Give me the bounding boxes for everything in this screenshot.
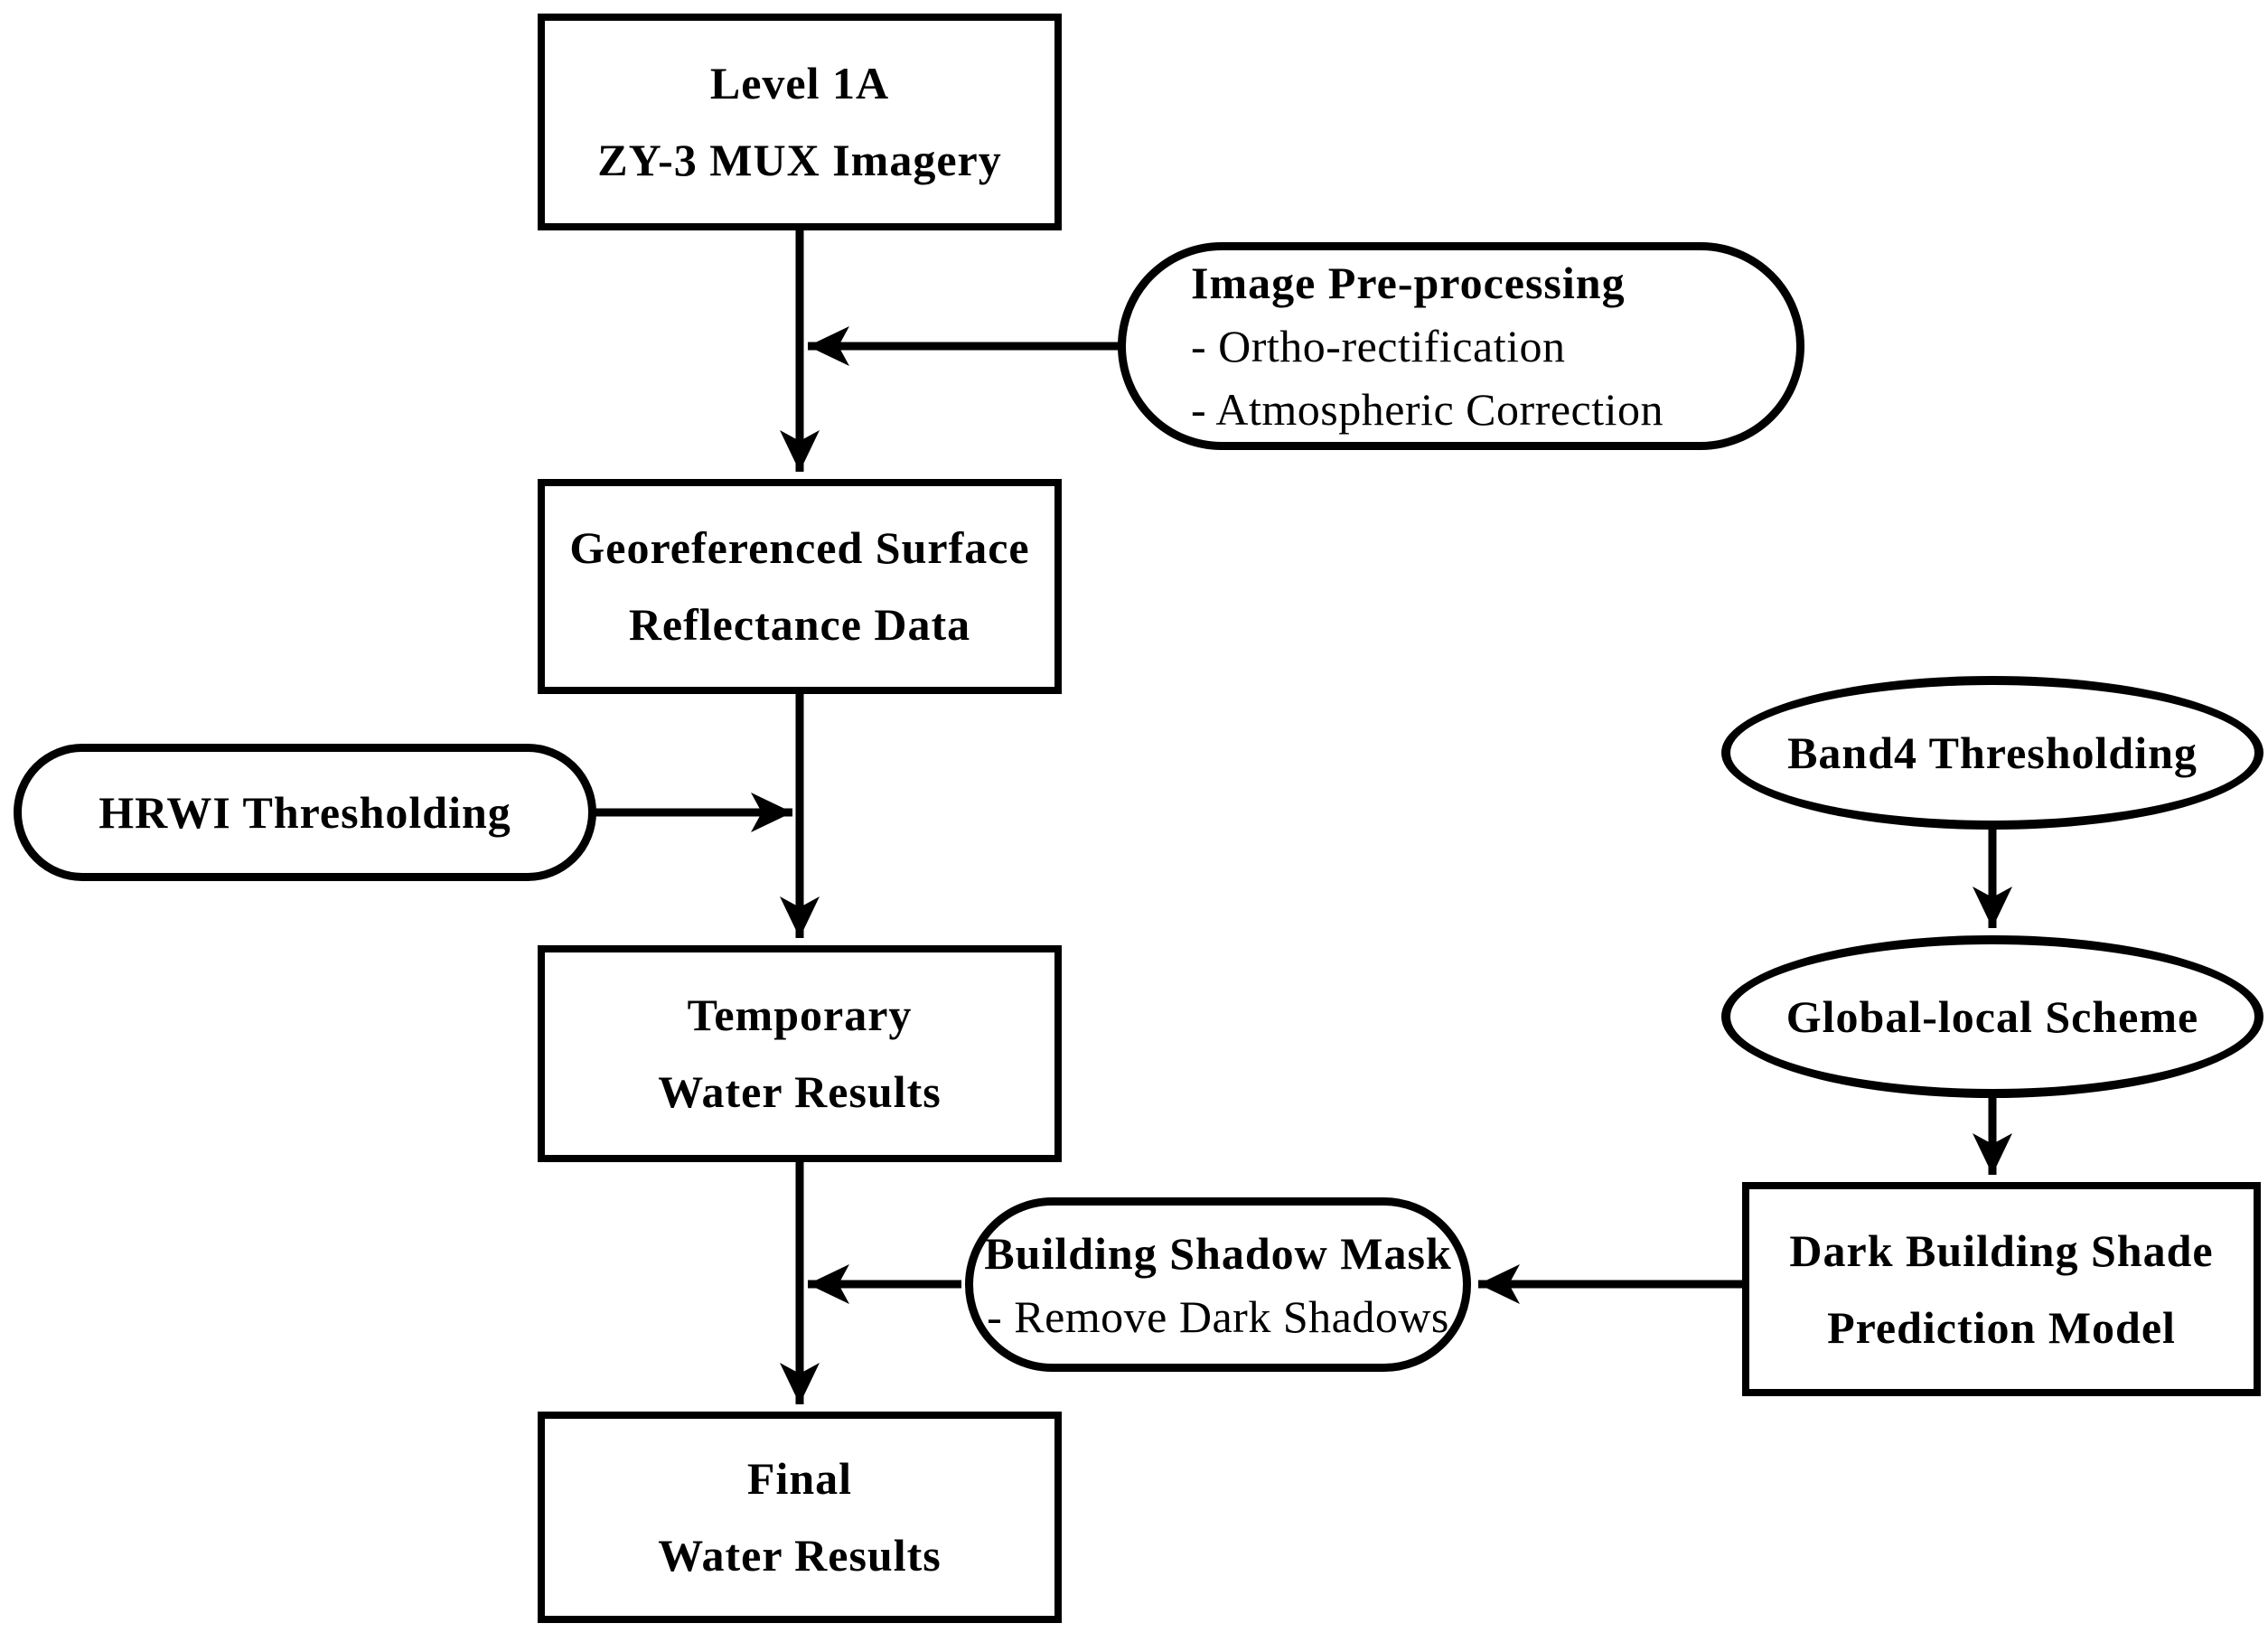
node-global-local-scheme [1721, 935, 2263, 1098]
node-list-item: - Atmospheric Correction [1191, 384, 1664, 435]
node-georeferenced-surface-reflectance [538, 479, 1062, 694]
node-text-line: HRWI Thresholding [98, 786, 511, 838]
node-level-1a-zy3-mux-imagery [538, 14, 1062, 230]
node-temporary-water-results [538, 945, 1062, 1162]
node-image-preprocessing [1118, 242, 1804, 450]
node-final-water-results [538, 1412, 1062, 1623]
node-title: Image Pre-processing [1191, 258, 1626, 308]
node-dark-building-shade-prediction-model [1742, 1182, 2261, 1396]
node-text-line: Prediction Model [1827, 1301, 2176, 1353]
node-text-line: Global-local Scheme [1785, 990, 2199, 1042]
node-text-line: Reflectance Data [628, 599, 971, 650]
node-band4-thresholding [1721, 676, 2263, 830]
node-text-line: Water Results [658, 1066, 942, 1117]
node-hrwi-thresholding [14, 744, 596, 881]
node-text-line: Temporary [687, 990, 913, 1040]
node-title: Building Shadow Mask [984, 1227, 1452, 1279]
node-building-shadow-mask [965, 1197, 1471, 1372]
node-list-item: - Ortho-rectification [1191, 321, 1566, 371]
node-list-item: - Remove Dark Shadows [987, 1290, 1449, 1342]
node-text-line: Final [746, 1453, 853, 1504]
node-text-line: Level 1A [709, 58, 890, 108]
node-text-line: ZY-3 MUX Imagery [597, 135, 1002, 185]
node-text-line: Water Results [658, 1530, 942, 1581]
node-text-line: Dark Building Shade [1789, 1224, 2214, 1276]
node-text-line: Georeferenced Surface [569, 522, 1030, 573]
node-text-line: Band4 Thresholding [1787, 727, 2198, 778]
